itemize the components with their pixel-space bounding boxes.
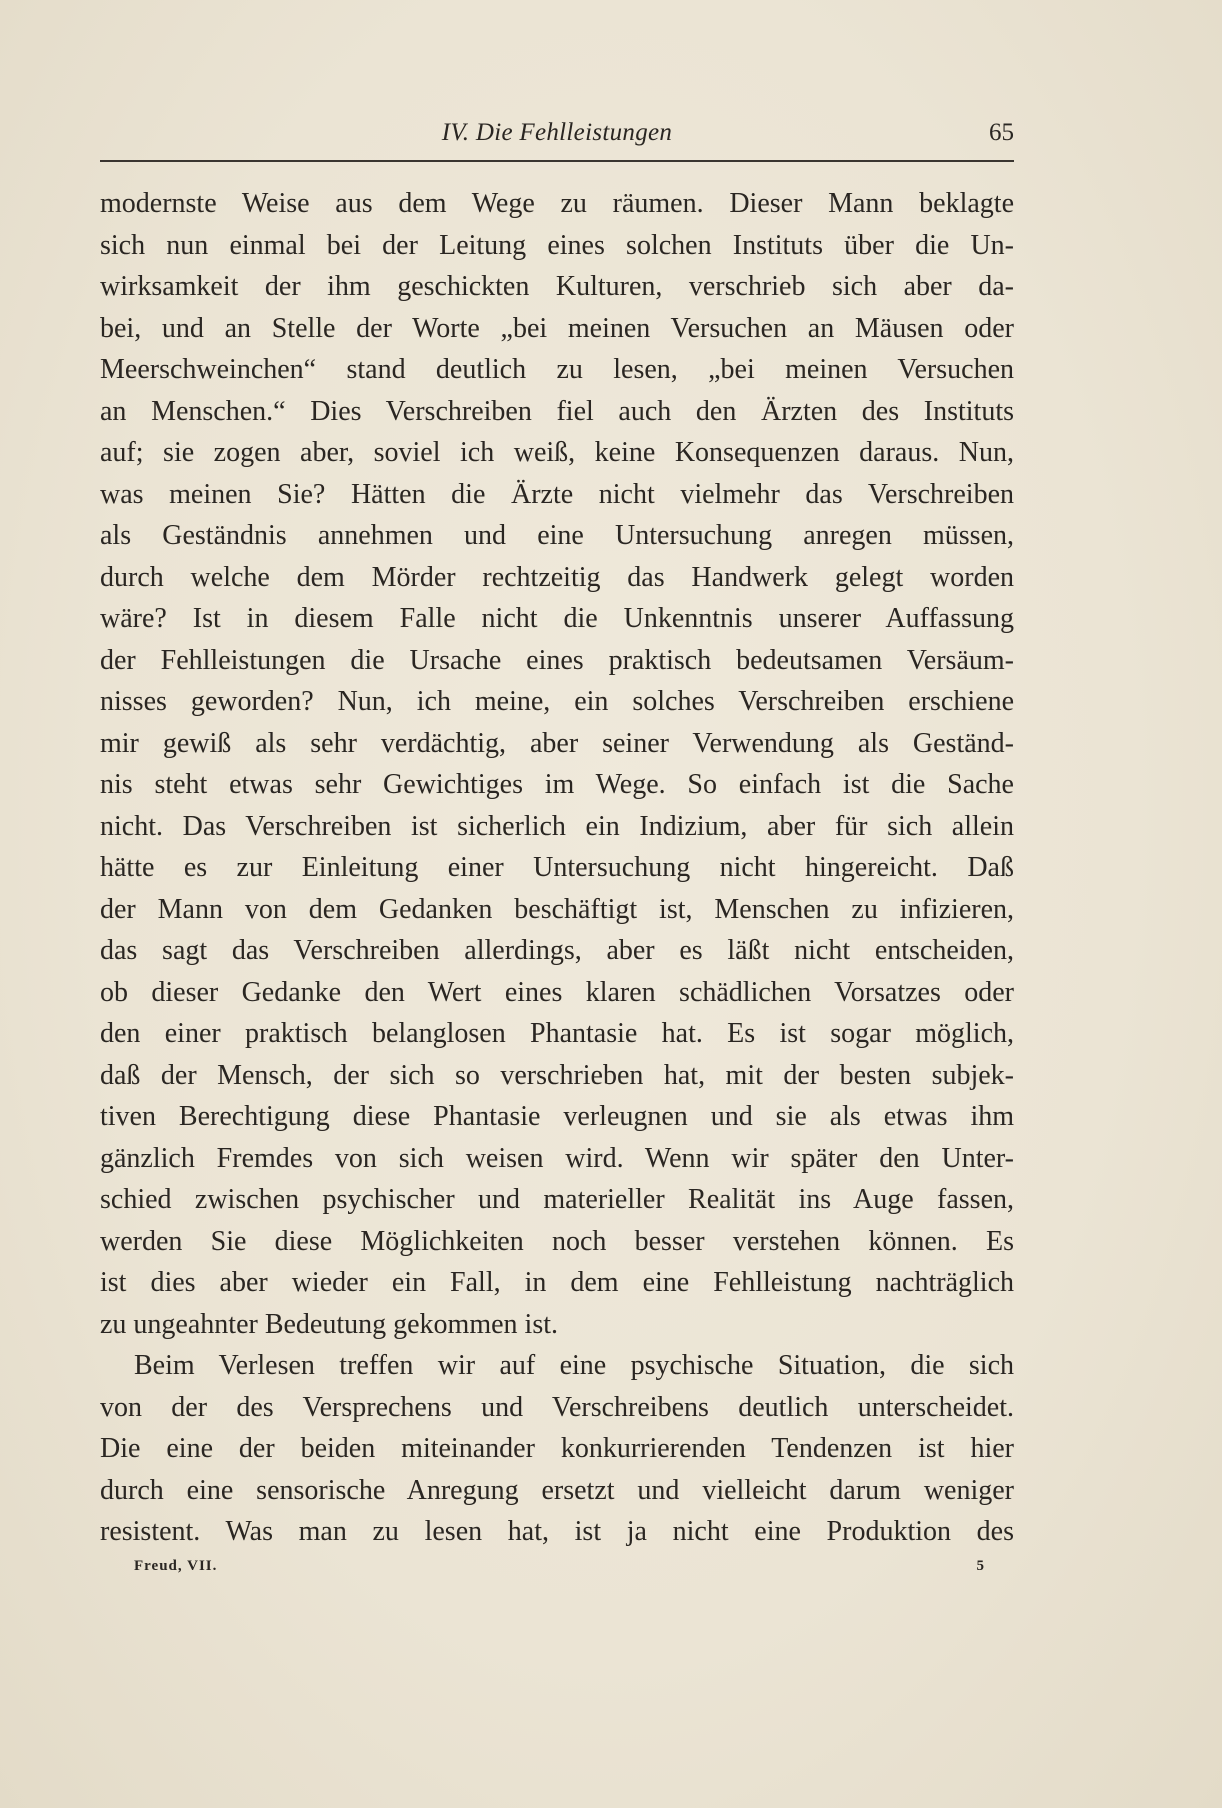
text-line: nisses geworden? Nun, ich meine, ein solches Verschreiben erschiene: [100, 686, 1014, 717]
page-footer: [134, 1558, 984, 1588]
text-line: schied zwischen psychischer und materieller Realität ins Auge fassen,: [100, 1184, 1014, 1215]
text-line: Die eine der beiden miteinander konkurrierenden Tendenzen ist hier: [100, 1433, 1014, 1464]
text-line: sich nun einmal bei der Leitung eines solchen Instituts über die Un-: [100, 229, 1014, 261]
text-line: ob dieser Gedanke den Wert eines klaren schädlichen Vorsatzes oder: [100, 976, 1014, 1008]
text-line: tiven Berechtigung diese Phantasie verleugnen und sie als etwas ihm: [100, 1101, 1014, 1132]
text-line: den einer praktisch belanglosen Phantasie hat. Es ist sogar möglich,: [100, 1018, 1014, 1049]
page-header: [100, 117, 1014, 159]
text-line: Beim Verlesen treffen wir auf eine psychische Situation, die sich: [134, 1350, 1014, 1381]
text-line: modernste Weise aus dem Wege zu räumen. Dieser Mann beklagte: [100, 188, 1014, 219]
body-text: [100, 183, 1014, 1553]
text-line: zu ungeahnter Bedeutung gekommen ist.: [100, 1308, 558, 1340]
text-line: von der des Versprechens und Verschreibens deutlich unterscheidet.: [100, 1391, 1014, 1423]
text-line: werden Sie diese Möglichkeiten noch besser verstehen können. Es: [100, 1225, 1014, 1257]
text-line: ist dies aber wieder ein Fall, in dem eine Fehlleistung nachträglich: [100, 1267, 1014, 1298]
text-line: hätte es zur Einleitung einer Untersuchung nicht hingereicht. Daß: [100, 852, 1014, 883]
text-line: das sagt das Verschreiben allerdings, aber es läßt nicht entscheiden,: [100, 935, 1014, 966]
sheet-number: 5: [976, 1558, 984, 1574]
printer-signature: Freud, VII.: [134, 1558, 218, 1574]
page-number: 65: [989, 119, 1014, 146]
text-line: nicht. Das Verschreiben ist sicherlich ein Indizium, aber für sich allein: [100, 810, 1014, 842]
text-line: auf; sie zogen aber, soviel ich weiß, keine Konsequenzen daraus. Nun,: [100, 437, 1014, 468]
text-line: Meerschweinchen“ stand deutlich zu lesen, „bei meinen Versuchen: [100, 354, 1014, 385]
text-line: mir gewiß als sehr verdächtig, aber seiner Verwendung als Geständ-: [100, 727, 1014, 759]
text-line: an Menschen.“ Dies Verschreiben fiel auch den Ärzten des Instituts: [100, 395, 1014, 427]
header-rule: [100, 160, 1014, 162]
text-line: als Geständnis annehmen und eine Untersuchung anregen müssen,: [100, 520, 1014, 551]
text-line: durch welche dem Mörder rechtzeitig das Handwerk gelegt worden: [100, 561, 1014, 593]
text-line: daß der Mensch, der sich so verschrieben hat, mit der besten subjek-: [100, 1059, 1014, 1091]
text-line: nis steht etwas sehr Gewichtiges im Wege. So einfach ist die Sache: [100, 769, 1014, 800]
text-line: gänzlich Fremdes von sich weisen wird. Wenn wir später den Unter-: [100, 1142, 1014, 1174]
text-line: durch eine sensorische Anregung ersetzt und vielleicht darum weniger: [100, 1474, 1014, 1506]
running-head: IV. Die Fehlleistungen: [441, 119, 673, 146]
text-line: der Fehlleistungen die Ursache eines praktisch bedeutsamen Versäum-: [100, 644, 1014, 676]
text-line: wäre? Ist in diesem Falle nicht die Unkenntnis unserer Auffassung: [100, 603, 1014, 634]
text-line: was meinen Sie? Hätten die Ärzte nicht vielmehr das Verschreiben: [100, 478, 1014, 510]
text-line: bei, und an Stelle der Worte „bei meinen Versuchen an Mäusen oder: [100, 312, 1014, 344]
text-line: der Mann von dem Gedanken beschäftigt ist, Menschen zu infizieren,: [100, 893, 1014, 925]
text-line: resistent. Was man zu lesen hat, ist ja nicht eine Produktion des: [100, 1516, 1014, 1547]
text-line: wirksamkeit der ihm geschickten Kulturen, verschrieb sich aber da-: [100, 271, 1014, 302]
